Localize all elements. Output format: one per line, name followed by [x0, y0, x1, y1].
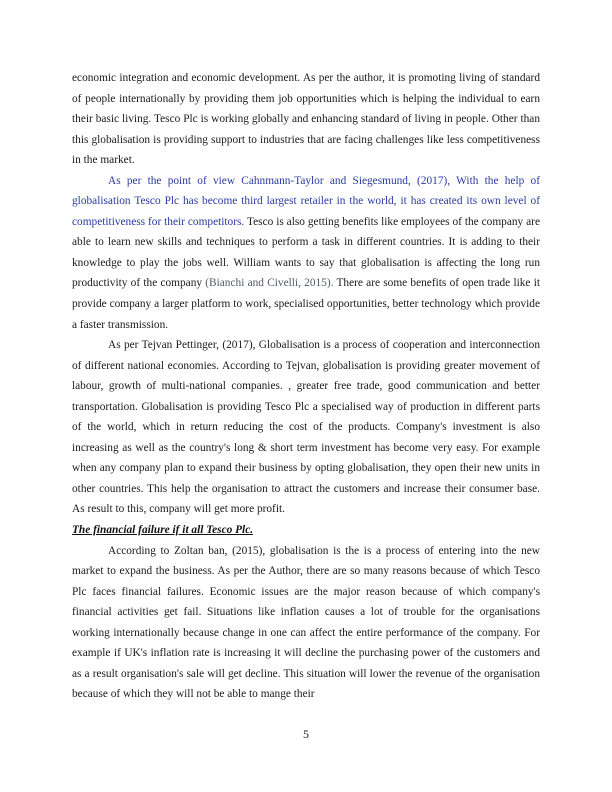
document-body — [72, 68, 540, 705]
highlighted-passage: As per the point of view Cahnmann-Taylor and Siegesmund, (2017), With the help of globalisation Tesco Plc has become third largest retailer in the world, it has created its own level of competitiveness for their competitors. — [72, 174, 540, 228]
section-heading: The financial failure if it all Tesco Plc. — [72, 524, 254, 537]
paragraph-cahnmann-taylor — [72, 171, 540, 335]
citation: (Bianchi and Civelli, 2015). — [205, 277, 334, 290]
page-number: 5 — [303, 727, 309, 741]
paragraph-zoltan-ban: According to Zoltan ban, (2015), globalisation is the is a process of entering into the new market to expand the business. As per the Author, there are so many reasons because of which Tesco Plc faces financial failures. Economic issues are the major reason because of which company's financial activities get fail. Situations like inflation causes a lot of trouble for the organisations working internationally because change in one can affect the entire performance of the company. For example if UK's inflation rate is increasing it will decline the purchasing power of the customers and as a result organisation's sale will get decline. This situation will lower the revenue of the organisation because of which they will not be able to mange their — [72, 544, 540, 701]
paragraph-text: There are some benefits of open trade like it provide company a larger platform to work, specialised opportunities, better technology which provide a faster transmission. — [72, 277, 541, 331]
paragraph-economic-integration: economic integration and economic development. As per the author, it is promoting living of standard of people internationally by providing them job opportunities which is helping the individual to earn their basic living. Tesco Plc is working globally and enhancing standard of living in people. Other than this globalisation is providing support to industries that are facing challenges like less competitiveness in the market. — [72, 72, 540, 167]
paragraph-text: Tesco is also getting benefits like employees of the company are able to learn new skills and techniques to perform a task in different countries. It is adding to their knowledge to play the jobs well. William wants to say that globalisation is affecting the long run productivity of the company — [72, 215, 540, 290]
paragraph-tejvan-pettinger: As per Tejvan Pettinger, (2017), Globalisation is a process of cooperation and interconnection of different national economies. According to Tejvan, globalisation is providing greater movement of labour, growth of multi-national companies. , greater free trade, good communication and better transportation. Globalisation is providing Tesco Plc a specialised way of production in different parts of the world, which in return reducing the cost of the products. Company's investment is also increasing as well as the country's long & short term investment has become very easy. For example when any company plan to expand their business by opting globalisation, they open their new units in other countries. This help the organisation to attract the customers and increase their consumer base. As result to this, company will get more profit. — [72, 339, 540, 516]
